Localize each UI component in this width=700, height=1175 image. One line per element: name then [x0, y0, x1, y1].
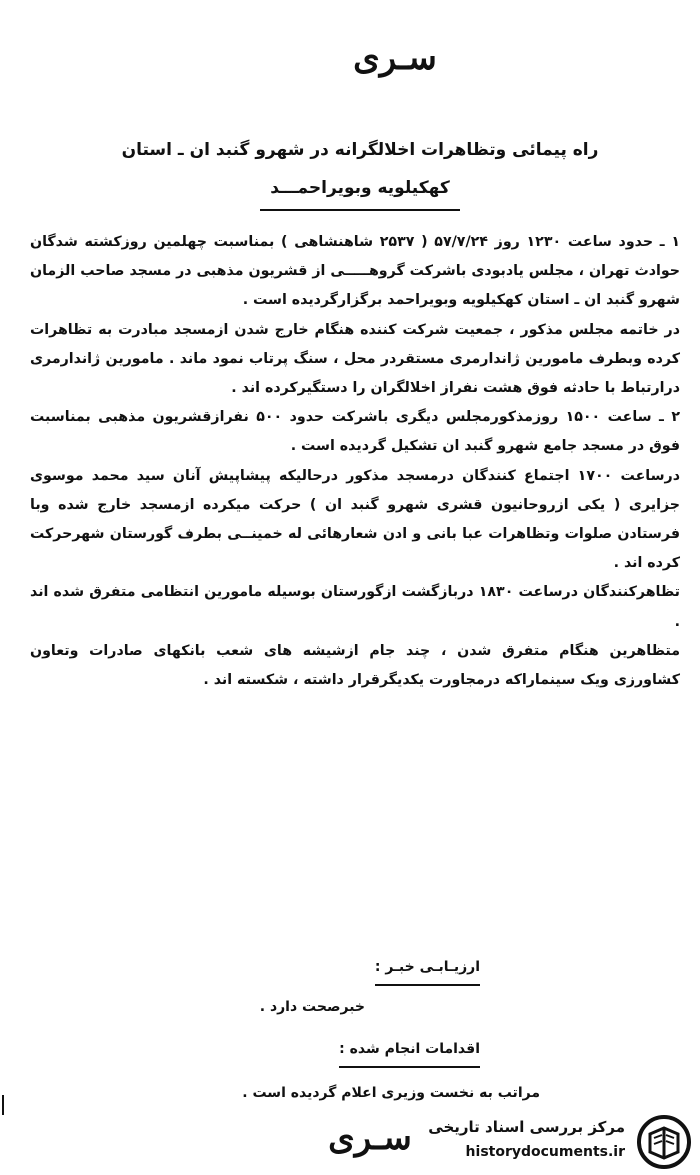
classification-stamp-bottom: سـری: [328, 1118, 412, 1158]
paragraph-5: تظاهرکنندگان درساعت ۱۸۳۰ دربازگشت ازگورستان بوسیله مامورین انتظامی متفرق شده اند .: [30, 584, 681, 630]
evaluation-value: خبرصحت دارد .: [259, 999, 365, 1015]
title-line-2: کهکیلویه وبویراحمـــد: [270, 178, 450, 198]
watermark: [428, 1110, 700, 1170]
evaluation-label-line: [180, 952, 480, 982]
paragraph-2: در خاتمه مجلس مذکور ، جمعیت شرکت کننده هنگام خارج شدن ازمسجد مبادرت به تظاهرات کرده وبطرف مامورین ژاندارمری مستقردر محل ، سنگ پرتاب نمود ماند . مامورین ژاندارمری درارتباط با حادثه فوق هشت نفراز اخلالگران را دستگیرکرده اند .: [30, 321, 680, 397]
document-title: [120, 135, 600, 211]
actions-label-line: [180, 1034, 480, 1064]
paragraph-4: درساعت ۱۷۰۰ اجتماع کنندگان درمسجد مذکور درحالیکه پیشاپیش آنان سید محمد موسوی جزایری ( یکی ازروحانیون قشری شهرو گنبد ان ) حرکت میکرده ازمسجد خارج شده وبا فرستادن صلوات وتظاهرات عبا بانی و ادن شعارهائی له خمینــی بطرف گورستان شهرحرکت کرده اند .: [30, 467, 680, 572]
paragraph-6: متظاهرین هنگام متفرق شدن ، چند جام ازشیشه های شعب بانکهای صادرات وتعاون کشاورزی ویک سینماراکه درمجاورت یکدیگرقرار داشته ، شکسته اند .: [30, 642, 680, 689]
title-underline: [260, 209, 460, 211]
classification-stamp-top: سـری: [353, 38, 437, 78]
document-footer: [180, 952, 540, 1108]
scan-edge-mark: [2, 1095, 4, 1115]
book-emblem-icon: [636, 1114, 692, 1170]
evaluation-label: ارزیـابـی خبـر :: [375, 952, 480, 986]
paragraph-3: ۲ ـ ساعت ۱۵۰۰ روزمذکورمجلس دیگری باشرکت حدود ۵۰۰ نفرازقشریون مذهبی بمناسبت فوق در مسجد جامع شهرو گنبد ان تشکیل گردیده است .: [30, 409, 680, 455]
actions-label: اقدامات انجام شده :: [339, 1034, 480, 1068]
title-line-1: راه پیمائی وتظاهرات اخلالگرانه در شهرو گنبد ان ـ استان: [121, 140, 599, 160]
actions-value: مراتب به نخست وزیری اعلام گردیده است .: [242, 1085, 540, 1101]
watermark-url: historydocuments.ir: [465, 1144, 625, 1160]
watermark-title: مرکز بررسی اسناد تاریخی: [428, 1118, 625, 1136]
paragraph-1: ۱ ـ حدود ساعت ۱۲۳۰ روز ۵۷/۷/۲۴ ( ۲۵۳۷ شاهنشاهی ) بمناسبت چهلمین روزکشته شدگان حوادث تهران ، مجلس یادبودی باشرکت گروهـــــی از قشریون مذهبی در مسجد صاحب الزمان شهرو گنبد ان ـ استان کهکیلویه وبویراحمد برگزارگردیده است .: [30, 234, 680, 309]
document-body: [30, 228, 680, 695]
